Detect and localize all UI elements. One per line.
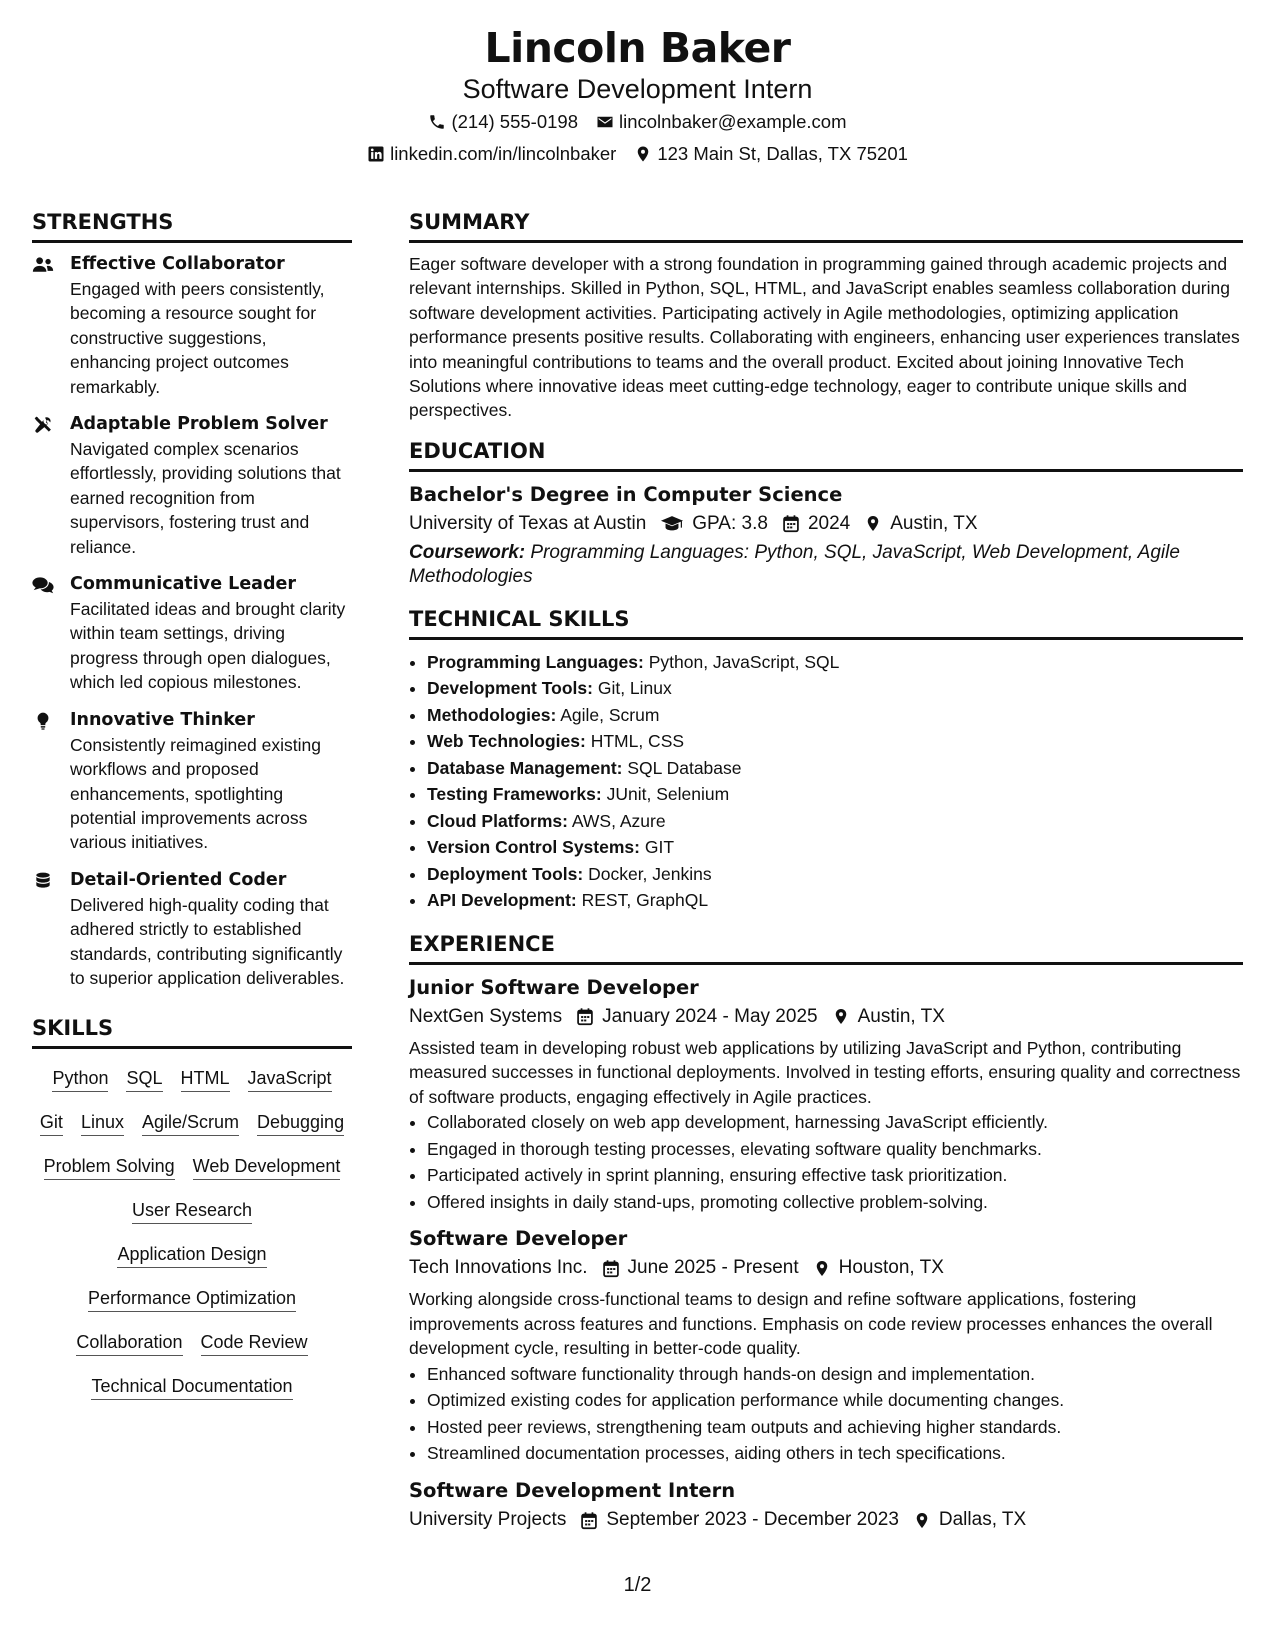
job-dates: June 2025 - Present [627,1257,799,1279]
map-pin-icon [813,1259,831,1278]
list-item: • Database Management: SQL Database [427,755,1243,782]
strength-item [32,708,352,855]
strength-desc: Delivered high-quality coding that adhered strictly to established standards, contributing significantly to superior application deliverables. [70,894,345,988]
list-item: • Streamlined documentation processes, aiding others in tech specifications. [427,1440,1243,1467]
database-icon [32,871,54,891]
address-text: 123 Main St, Dallas, TX 75201 [657,143,908,164]
technical-skills-list [409,649,1243,914]
phone-icon [428,113,446,131]
job-location: Houston, TX [838,1257,944,1279]
skill-tag: JavaScript [248,1065,332,1092]
job-entry [409,974,1243,1216]
technical-skills-heading: TECHNICAL SKILLS [409,605,1243,640]
list-item: • Optimized existing codes for application performance while documenting changes. [427,1387,1243,1414]
candidate-name: Lincoln Baker [484,24,791,72]
calendar-icon [782,514,800,533]
list-item: • Development Tools: Git, Linux [427,675,1243,702]
coursework-text: Programming Languages: Python, SQL, JavaScript, Web Development, Agile Methodologies [409,541,1180,587]
phone-text: (214) 555-0198 [451,111,578,132]
list-item: • Collaborated closely on web app development, harnessing JavaScript efficiently. [427,1109,1243,1136]
left-column [32,208,352,1400]
list-item: • Testing Frameworks: JUnit, Selenium [427,781,1243,808]
graduation-cap-icon [660,514,684,533]
skill-tag: Code Review [201,1329,308,1356]
skill-tag: Agile/Scrum [142,1109,239,1136]
linkedin-contact[interactable] [367,138,616,170]
contact-row-2 [0,138,1275,170]
gpa-text: GPA: 3.8 [692,512,768,534]
strength-title: Communicative Leader [70,574,297,595]
strength-item [32,868,352,991]
education-meta [409,509,1243,539]
job-entry [409,1477,1243,1535]
list-item: • Engaged in thorough testing processes, elevating software quality benchmarks. [427,1136,1243,1163]
strengths-heading: STRENGTHS [32,208,352,243]
list-item: • Enhanced software functionality through hands-on design and implementation. [427,1361,1243,1388]
lightbulb-icon [32,711,54,731]
envelope-icon [596,113,614,131]
page-number: 1/2 [623,1574,652,1596]
job-description: Working alongside cross-functional teams to design and refine software applications, fostering improvements across features and functions. Emphasis on code review processes enhances the overall development cycle, resulting in better-code quality. [409,1289,1213,1359]
email-text: lincolnbaker@example.com [618,111,847,132]
school-name: University of Texas at Austin [409,512,647,534]
list-item: • Version Control Systems: GIT [427,834,1243,861]
skill-tag: Performance Optimization [88,1285,296,1312]
calendar-icon [580,1511,598,1530]
map-pin-icon [864,514,882,533]
strength-title: Adaptable Problem Solver [70,414,328,435]
skill-tag: Python [52,1065,108,1092]
strength-desc: Facilitated ideas and brought clarity within team settings, driving progress through open dialogues, which led copious milestones. [70,599,346,693]
list-item: • Offered insights in daily stand-ups, promoting collective problem-solving. [427,1189,1243,1216]
tools-icon [32,415,54,435]
job-meta [409,1002,1243,1032]
right-column [409,208,1243,1545]
phone-contact [428,106,578,138]
job-bullets [409,1361,1243,1467]
resume-header [0,22,1275,170]
strength-item [32,412,352,559]
job-title: Software Development Intern [409,1479,736,1503]
list-item: • Programming Languages: Python, JavaScript, SQL [427,649,1243,676]
job-entry [409,1225,1243,1467]
job-dates: September 2023 - December 2023 [606,1509,899,1531]
skill-tag: Collaboration [76,1329,182,1356]
list-item: • API Development: REST, GraphQL [427,887,1243,914]
list-item: • Cloud Platforms: AWS, Azure [427,808,1243,835]
graduation-year: 2024 [807,512,851,534]
job-description: Assisted team in developing robust web applications by utilizing JavaScript and Python, contributing measured successes in functional deployments. Involved in testing efforts, ensuring quality and correctness of software products, engaging effectively in Agile practices. [409,1037,1241,1107]
skills-list [32,1063,352,1400]
education-location: Austin, TX [890,512,978,534]
summary-heading: SUMMARY [409,208,1243,243]
candidate-role: Software Development Intern [462,74,813,104]
linkedin-text: linkedin.com/in/lincolnbaker [390,143,617,164]
strength-desc: Consistently reimagined existing workflows and proposed enhancements, spotlighting potential improvements across various initiatives. [70,734,321,853]
strength-item [32,572,352,695]
skills-heading: SKILLS [32,1014,352,1049]
skill-tag: Application Design [117,1241,266,1268]
skill-tag: Technical Documentation [91,1373,292,1400]
job-meta [409,1253,1243,1283]
skill-tag: Problem Solving [44,1153,175,1180]
strength-item [32,252,352,399]
job-bullets [409,1109,1243,1215]
job-dates: January 2024 - May 2025 [602,1005,818,1027]
map-pin-icon [913,1511,931,1530]
calendar-icon [576,1007,594,1026]
email-contact[interactable] [596,106,847,138]
linkedin-icon [367,145,385,163]
map-pin-icon [634,145,652,163]
company-name: NextGen Systems [409,1005,563,1027]
skill-tag: HTML [181,1065,230,1092]
coursework [409,541,1243,589]
strength-title: Detail-Oriented Coder [70,869,287,890]
job-title: Software Developer [409,1227,628,1251]
strength-desc: Navigated complex scenarios effortlessly, providing solutions that earned recognition from supervisors, fostering trust and reliance. [70,439,341,557]
job-meta [409,1505,1243,1535]
degree-title: Bachelor's Degree in Computer Science [409,482,843,506]
skill-tag: Debugging [257,1109,344,1136]
strength-desc: Engaged with peers consistently, becoming a resource sought for constructive suggestions, enhancing project outcomes remarkably. [70,279,325,397]
company-name: Tech Innovations Inc. [409,1257,588,1279]
summary-text: Eager software developer with a strong foundation in programming gained through academic projects and relevant internships. Skilled in Python, SQL, HTML, and JavaScript enables seamless collaboration during software development activities. Participating actively in Agile methodologies, optimizing application performance presents positive results. Collaborating with engineers, enhancing user experiences translates into meaningful contributions to teams and the overall product. Excited about joining Innovative Tech Solutions where innovative ideas meet cutting-edge technology, eager to contribute unique skills and perspectives. [409,254,1240,421]
job-title: Junior Software Developer [409,975,699,999]
experience-heading: EXPERIENCE [409,930,1243,965]
map-pin-icon [832,1007,850,1026]
education-heading: EDUCATION [409,437,1243,472]
users-icon [32,255,54,275]
address-contact [634,138,908,170]
list-item: • Hosted peer reviews, strengthening team outputs and achieving higher standards. [427,1414,1243,1441]
comments-icon [32,575,54,595]
strength-title: Effective Collaborator [70,254,285,274]
company-name: University Projects [409,1509,567,1531]
job-location: Austin, TX [857,1005,945,1027]
job-location: Dallas, TX [938,1509,1027,1531]
list-item: • Participated actively in sprint planning, ensuring effective task prioritization. [427,1162,1243,1189]
coursework-label: Coursework: [409,541,526,563]
skill-tag: User Research [132,1197,252,1224]
skill-tag: SQL [126,1065,162,1092]
calendar-icon [602,1259,620,1278]
list-item: • Web Technologies: HTML, CSS [427,728,1243,755]
contact-row-1 [0,106,1275,138]
skill-tag: Linux [81,1109,124,1136]
strength-title: Innovative Thinker [70,709,255,730]
list-item: • Methodologies: Agile, Scrum [427,702,1243,729]
skill-tag: Git [40,1109,63,1136]
list-item: • Deployment Tools: Docker, Jenkins [427,861,1243,888]
skill-tag: Web Development [193,1153,341,1180]
